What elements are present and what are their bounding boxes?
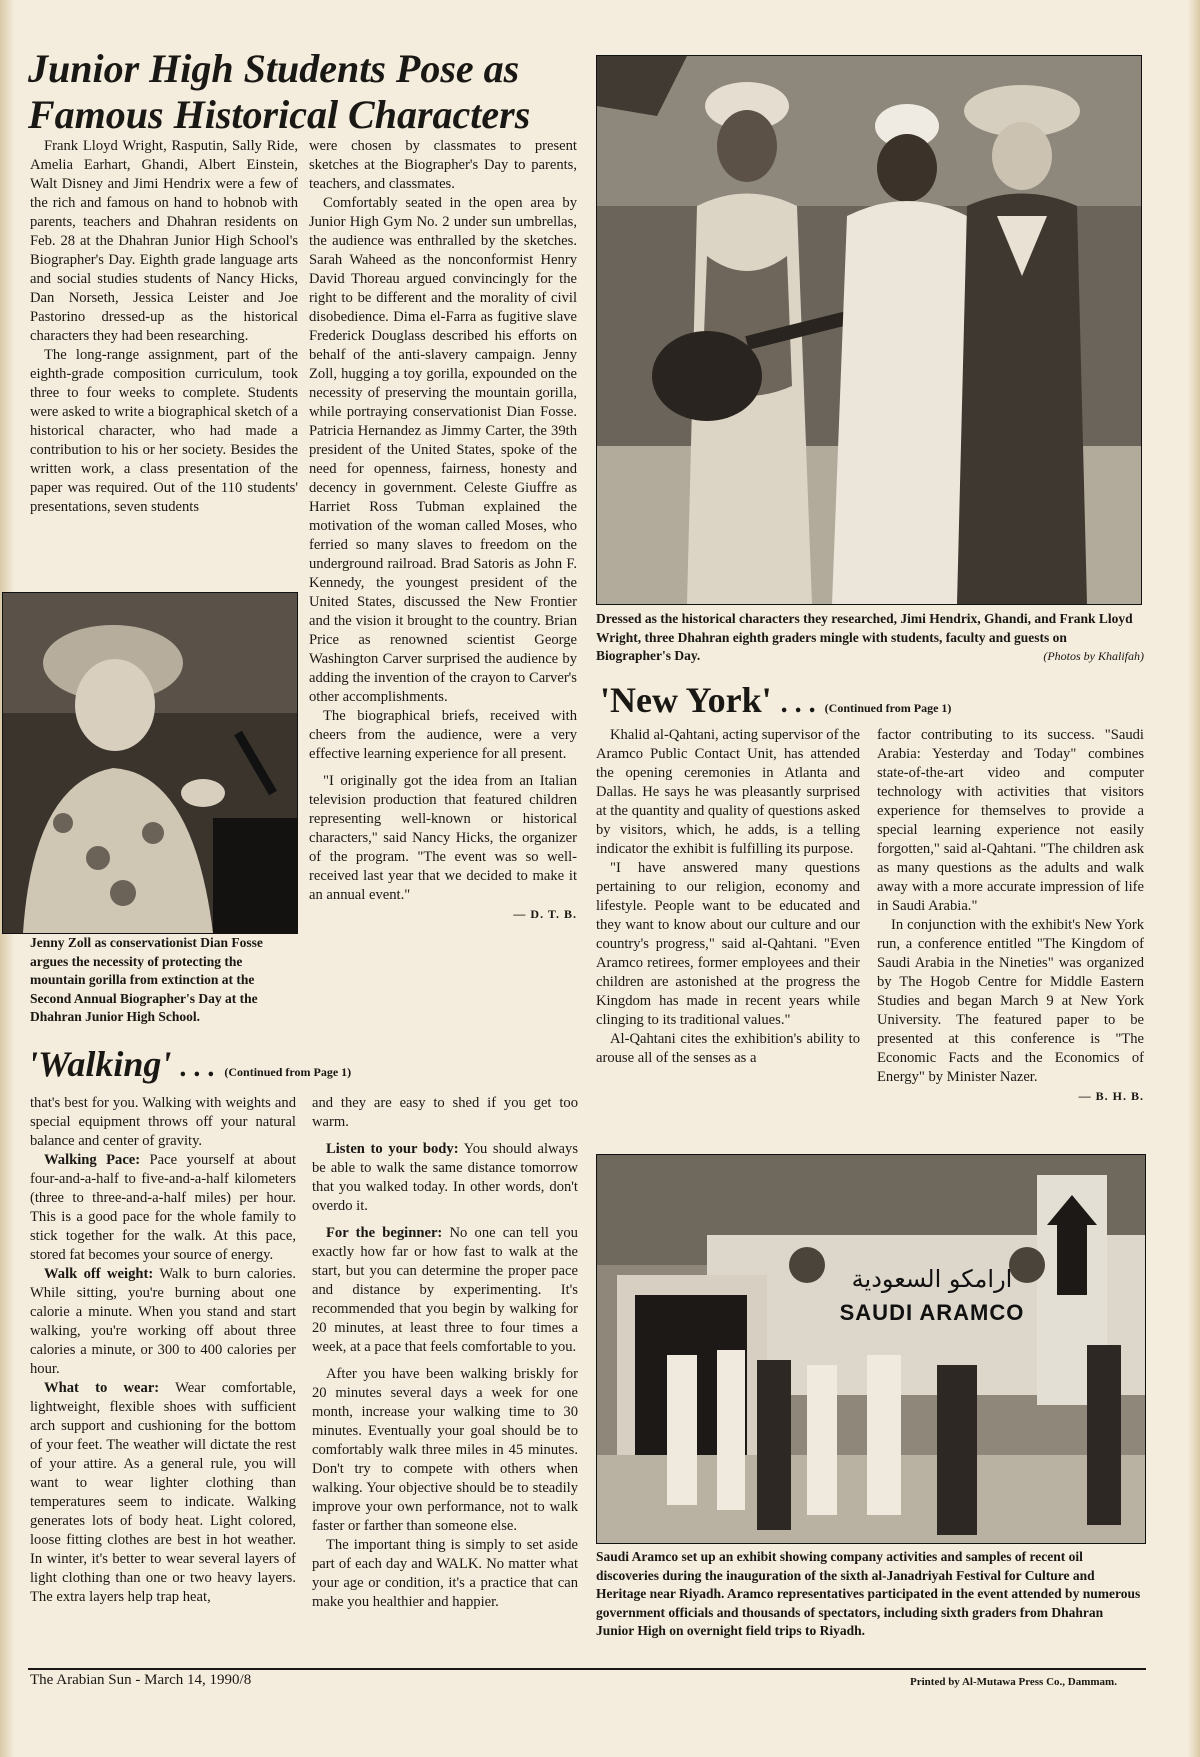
caption-text: Dressed as the historical characters they researched, Jimi Hendrix, Ghandi, and Frank Lloyd Wright, three Dhahran eighth graders mingle with students, faculty and guests on Biographer's Day.: [596, 611, 1133, 663]
byline-initials: — D. T. B.: [513, 907, 577, 921]
continued-label: (Continued from Page 1): [224, 1065, 352, 1079]
article-paragraph: Comfortably seated in the open area by Junior High Gym No. 2 under sun umbrellas, the audience was enthralled by the sketches. Sarah Waheed as the nonconformist Henry David Thoreau argued convincingly for the right to be different and the morality of civil disobedience. Dima el-Farra as fugitive slave Frederick Douglass described his efforts on behalf of the anti-slavery campaign. Jenny Zoll, hugging a toy gorilla, expounded on the necessity of preserving the mountain gorilla, while portraying conservationist Dian Fosse. Patricia Hernandez as Jimmy Carter, the 39th president of the United States, spoke of the need for openness, fairness, honesty and decency in government. Celeste Giuffre as Harriet Ross Tubman explained the motivation of the woman called Moses, who ferried so many slaves to freedom on the underground railroad. Brad Satoris as John F. Kennedy, the youngest president of the United States, discussed the New Frontier and the vision it brought to the country. Brian Price as renowned scientist George Washington Carver surprised the audience by adding the invention of the crayon to Carver's other accomplishments.: [309, 195, 577, 705]
article-paragraph: "I originally got the idea from an Italian television production that featured children representing well-known or historical characters," said Nancy Hicks, the organizer of the program. "The event was so well-received last year that we decided to make it an annual event.": [309, 773, 577, 903]
photo-aramco-exhibit: [596, 1154, 1146, 1544]
walking-heading: [28, 1044, 588, 1092]
walking-section: [312, 1224, 578, 1357]
section-heading: Walk off weight:: [44, 1266, 154, 1282]
section-heading: What to wear:: [44, 1380, 160, 1396]
article-paragraph: The biographical briefs, received with cheers from the audience, were a very effective learning experience for all present.: [309, 708, 577, 762]
walking-section: [30, 1151, 296, 1265]
article-paragraph: Frank Lloyd Wright, Rasputin, Sally Ride, Amelia Earhart, Ghandi, Albert Einstein, Walt Disney and Jimi Hendrix were a few of the rich and famous on hand to hobnob with parents, teachers and Dhahran residents on Feb. 28 at the Dhahran Junior High School's Biographer's Day. Eighth grade language arts and social studies students of Nancy Hicks, Dan Norseth, Jessica Leister and Joe Pastorino dressed-up as the historical characters they had been researching.: [30, 138, 298, 344]
footer-folio: The Arabian Sun - March 14, 1990/8: [30, 1672, 252, 1688]
article-paragraph: factor contributing to its success. "Saudi Arabia: Yesterday and Today" combines state-of-the-art video and computer technology with activities that visitors experience for themselves to provide a special learning experience not easily forgotten," said al-Qahtani. "The children ask as many questions as the adults and walk away with a more accurate impression of life in Saudi Arabia.": [877, 727, 1144, 914]
section-text: Pace yourself at about four-and-a-half to five-and-a-half kilometers (three to three-and-a-half miles) per hour. This is a good pace for the whole family to stick together for the walk. At this pace, stored fat becomes your source of energy.: [30, 1152, 296, 1263]
footer-rule: [28, 1668, 1146, 1670]
continued-label: (Continued from Page 1): [824, 701, 952, 715]
headline-line-1: Junior High Students Pose as: [28, 46, 520, 91]
heading-dots: . . .: [780, 688, 816, 719]
section-heading: Listen to your body:: [326, 1141, 459, 1157]
walking-section: [30, 1265, 296, 1379]
section-heading: For the beginner:: [326, 1225, 443, 1241]
caption-biographers-day: [596, 610, 1144, 666]
main-article-column-1: [30, 137, 298, 517]
walking-section: [30, 1379, 296, 1607]
section-text: Wear comfortable, lightweight, flexible shoes with sufficient arch support and cushioning for the bottom of your feet. The weather will dictate the rest of your attire. As a general rule, you will want to wear lighter clothing than temperatures seem to indicate. Walking generates lots of body heat. Light colored, loose fitting clothes are best in hot weather. In winter, it's better to wear several layers of light clothing than one or two heavy layers. The extra layers help trap heat,: [30, 1380, 296, 1605]
sign-english-text: SAUDI ARAMCO: [839, 1300, 1025, 1325]
caption-jenny-zoll: Jenny Zoll as conservationist Dian Fosse argues the necessity of protecting the mountain gorilla from extinction at the Second Annual Biographer's Day at the Dhahran Junior High School.: [30, 935, 263, 1024]
photo-aramco-exhibit-image: [597, 1155, 1145, 1543]
photo-jenny-zoll-image: [3, 593, 297, 933]
photo-biographers-day-image: [597, 56, 1141, 604]
article-paragraph: that's best for you. Walking with weights and special equipment throws off your natural balance and center of gravity.: [30, 1095, 296, 1149]
caption-aramco-exhibit: Saudi Aramco set up an exhibit showing company activities and samples of recent oil discoveries during the inauguration of the sixth al-Janadriyah Festival for Culture and Heritage near Riyadh. Aramco representatives participated in the event attended by numerous government officials and thousands of spectators, including sixth graders from Dhahran Junior High on overnight field trips to Riyadh.: [596, 1549, 1141, 1638]
article-paragraph: and they are easy to shed if you get too warm.: [312, 1095, 578, 1130]
headline-line-2: Famous Historical Characters: [28, 92, 531, 137]
sign-arabic-text: ارامكو السعودية: [851, 1265, 1013, 1293]
walking-column-2: [312, 1094, 578, 1612]
section-text: You should always be able to walk the same distance tomorrow that you walked today. In other words, don't overdo it.: [312, 1141, 578, 1214]
section-text: No one can tell you exactly how far or how fast to walk at the start, but you can determine the proper pace and distance by experimenting. It's recommended that you begin by walking for 20 minutes, at least three to four times a week, at a pace that feels comfortable to you.: [312, 1225, 578, 1355]
heading-dots: . . .: [180, 1052, 216, 1083]
walking-column-1: [30, 1094, 296, 1607]
section-text: Walk to burn calories. While sitting, you're burning about one calorie a minute. When you stand and start walking, you're working off about three calories a minute, or 300 to 400 calories per hour.: [30, 1266, 296, 1377]
walking-section: [312, 1140, 578, 1216]
photo-biographers-day: [596, 55, 1142, 605]
byline-initials: — B. H. B.: [1078, 1089, 1144, 1103]
article-paragraph: After you have been walking briskly for 20 minutes several days a week for one month, increase your walking time to 30 minutes. Eventually your goal should be to comfortably walk three miles in 45 minutes. Don't try to compete with others when walking. Your objective should be to steadily improve your own performance, not to walk faster or farther than someone else.: [312, 1366, 578, 1534]
new-york-heading: [600, 680, 1140, 728]
new-york-column-2: [877, 726, 1144, 1106]
photo-jenny-zoll: [2, 592, 298, 934]
main-headline: [28, 46, 588, 138]
page-edge-right: [1188, 0, 1200, 1757]
article-paragraph: "I have answered many questions pertaining to our religion, economy and lifestyle. People want to be educated and they want to know about our culture and our country's progress," said al-Qahtani. "Even Aramco retirees, former employees and their children are astonished at the progress the Kingdom has made in recent years while clinging to its traditional values.": [596, 860, 860, 1028]
article-paragraph: The important thing is simply to set aside part of each day and WALK. No matter what your age or condition, it's a practice that can make you healthier and happier.: [312, 1537, 578, 1610]
article-paragraph: The long-range assignment, part of the eighth-grade composition curriculum, took three to four weeks to complete. Students were asked to write a biographical sketch of a historical character, who had made a contribution to his or her society. Besides the written work, a class presentation of the paper was required. Out of the 110 students' presentations, seven students: [30, 347, 298, 515]
photo-credit: (Photos by Khalifah): [1043, 649, 1144, 663]
main-article-column-2: [309, 137, 577, 924]
article-paragraph: Al-Qahtani cites the exhibition's ability to arouse all of the senses as a: [596, 1031, 860, 1066]
article-paragraph: In conjunction with the exhibit's New York run, a conference entitled "The Kingdom of Saudi Arabia in the Nineties" was organized by The Hogob Centre for Middle Eastern Studies and began March 9 at New York University. The featured paper to be presented at this conference is "The Economic Facts and the Economics of Energy" by Minister Nazer.: [877, 917, 1144, 1085]
section-heading: Walking Pace:: [44, 1152, 141, 1168]
article-paragraph: Khalid al-Qahtani, acting supervisor of the Aramco Public Contact Unit, has attended the opening ceremonies in Atlanta and Dallas. He says he was pleasantly surprised at the quantity and quality of questions asked by visitors, which, he adds, is a telling indicator the exhibit is fulfilling its purpose.: [596, 727, 860, 857]
new-york-title: 'New York': [600, 680, 772, 720]
walking-title: 'Walking': [28, 1044, 172, 1084]
new-york-column-1: [596, 726, 860, 1068]
footer-printer: Printed by Al-Mutawa Press Co., Dammam.: [910, 1676, 1117, 1688]
article-paragraph: were chosen by classmates to present sketches at the Biographer's Day to parents, teachers, and classmates.: [309, 138, 577, 192]
